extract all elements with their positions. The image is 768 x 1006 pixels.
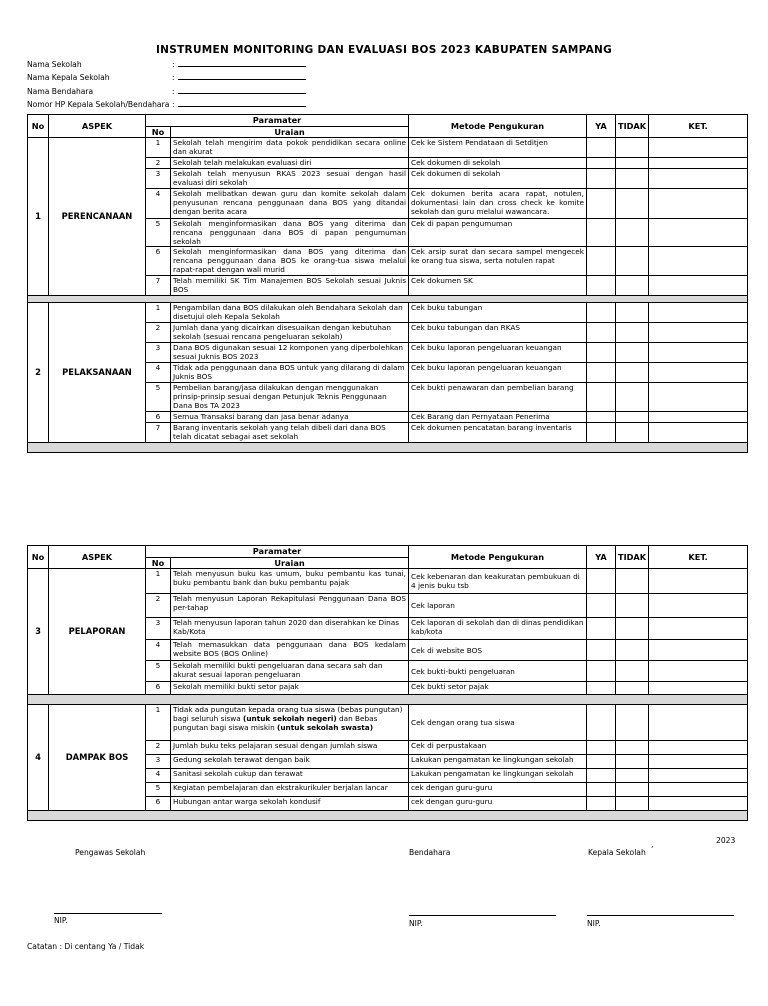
fill-line[interactable]: [178, 73, 306, 80]
check-ya[interactable]: [587, 219, 616, 247]
table-row: 2 Jumlah dana yang dicairkan disesuaikan dengan kebutuhan sekolah (sesuai rencana pengeluaran sekolah) Cek buku tabungan dan RKAS: [28, 323, 748, 343]
check-tidak[interactable]: [616, 303, 649, 323]
fill-line[interactable]: [178, 60, 306, 67]
section-separator: [28, 695, 748, 705]
check-tidak[interactable]: [616, 618, 649, 640]
section-aspect: DAMPAK BOS: [49, 705, 146, 811]
table-row: 6 Semua Transaksi barang dan jasa benar adanya Cek Barang dan Pernyataan Penerima: [28, 412, 748, 423]
signature-pengawas-label: Pengawas Sekolah: [75, 848, 146, 857]
ket-cell[interactable]: [649, 661, 748, 682]
ket-cell[interactable]: [649, 569, 748, 594]
ket-cell[interactable]: [649, 594, 748, 618]
ket-cell[interactable]: [649, 705, 748, 741]
check-ya[interactable]: [587, 783, 616, 797]
ket-cell[interactable]: [649, 682, 748, 695]
signature-bendahara-label: Bendahara: [409, 848, 451, 857]
ket-cell[interactable]: [649, 412, 748, 423]
check-ya[interactable]: [587, 383, 616, 412]
check-ya[interactable]: [587, 661, 616, 682]
check-ya[interactable]: [587, 363, 616, 383]
check-tidak[interactable]: [616, 412, 649, 423]
check-ya[interactable]: [587, 569, 616, 594]
ket-cell[interactable]: [649, 783, 748, 797]
nip-kepala: NIP.: [587, 919, 601, 928]
table-row: 2 Sekolah telah melakukan evaluasi diri Cek dokumen di sekolah: [28, 158, 748, 169]
table-row: 4 Sanitasi sekolah cukup dan terawat Lakukan pengamatan ke lingkungan sekolah: [28, 769, 748, 783]
check-tidak[interactable]: [616, 769, 649, 783]
info-nama-sekolah: Nama Sekolah :: [27, 60, 306, 69]
table-row: 1 PERENCANAAN 1 Sekolah telah mengirim data pokok pendidikan secara online dan akurat Cek ke Sistem Pendataan di Setditjen: [28, 138, 748, 158]
ket-cell[interactable]: [649, 769, 748, 783]
info-label: Nomor HP Kepala Sekolah/Bendahara: [27, 100, 170, 109]
section-number: 1: [28, 138, 49, 296]
check-ya[interactable]: [587, 303, 616, 323]
info-label: Nama Bendahara: [27, 87, 94, 96]
ket-cell[interactable]: [649, 303, 748, 323]
check-ya[interactable]: [587, 343, 616, 363]
check-ya[interactable]: [587, 138, 616, 158]
check-tidak[interactable]: [616, 705, 649, 741]
section-aspect: PERENCANAAN: [49, 138, 146, 296]
check-tidak[interactable]: [616, 755, 649, 769]
check-tidak[interactable]: [616, 682, 649, 695]
header-sub-no: No: [146, 558, 171, 569]
check-ya[interactable]: [587, 797, 616, 811]
check-tidak[interactable]: [616, 343, 649, 363]
check-tidak[interactable]: [616, 661, 649, 682]
header-paramater: Paramater: [146, 546, 409, 558]
signature-line-pengawas[interactable]: [54, 913, 162, 914]
check-tidak[interactable]: [616, 797, 649, 811]
section-separator: [28, 811, 748, 821]
document-title: INSTRUMEN MONITORING DAN EVALUASI BOS 2023 KABUPATEN SAMPANG: [155, 44, 613, 56]
check-tidak[interactable]: [616, 169, 649, 189]
table-row: 4 Sekolah melibatkan dewan guru dan komite sekolah dalam penyusunan rencana penggunaan dana BOS yang ditandai dengan berita acara Cek dokumen berita acara rapat, notulen, dokumentasi lain dan cross check ke komite sekolah dan guru melalui wawancara.: [28, 189, 748, 219]
check-tidak[interactable]: [616, 569, 649, 594]
ket-cell[interactable]: [649, 169, 748, 189]
header-sub-no: No: [146, 127, 171, 138]
ket-cell[interactable]: [649, 189, 748, 219]
check-tidak[interactable]: [616, 423, 649, 443]
table-row: 7 Telah memiliki SK Tim Manajemen BOS Sekolah sesuai Juknis BOS Cek dokumen SK: [28, 276, 748, 296]
check-ya[interactable]: [587, 247, 616, 276]
header-no: No: [28, 546, 49, 569]
check-tidak[interactable]: [616, 640, 649, 661]
check-ya[interactable]: [587, 618, 616, 640]
table-row: 3 Dana BOS digunakan sesuai 12 komponen yang diperbolehkan sesuai Juknis BOS 2023 Cek buku laporan pengeluaran keuangan: [28, 343, 748, 363]
check-ya[interactable]: [587, 189, 616, 219]
check-tidak[interactable]: [616, 247, 649, 276]
check-tidak[interactable]: [616, 783, 649, 797]
header-paramater: Paramater: [146, 115, 409, 127]
check-tidak[interactable]: [616, 219, 649, 247]
check-tidak[interactable]: [616, 363, 649, 383]
ket-cell[interactable]: [649, 158, 748, 169]
info-nomor-hp: Nomor HP Kepala Sekolah/Bendahara :: [27, 100, 306, 109]
check-ya[interactable]: [587, 682, 616, 695]
signature-line-bendahara[interactable]: [409, 915, 556, 916]
check-tidak[interactable]: [616, 323, 649, 343]
info-nama-bendahara: Nama Bendahara :: [27, 87, 306, 96]
table-row: 2 PELAKSANAAN 1 Pengambilan dana BOS dilakukan oleh Bendahara Sekolah dan disetujui oleh Kepala Sekolah Cek buku tabungan: [28, 303, 748, 323]
table-row: 6 Sekolah menginformasikan dana BOS yang diterima dan rencana penggunaan dana BOS ke orang-tua siswa melalui rapat-rapat dengan wali murid Cek arsip surat dan secara sampel mengecek ke orang tua siswa, serta notulen rapat: [28, 247, 748, 276]
check-ya[interactable]: [587, 423, 616, 443]
check-ya[interactable]: [587, 276, 616, 296]
ket-cell[interactable]: [649, 797, 748, 811]
header-metode: Metode Pengukuran: [409, 115, 587, 138]
check-tidak[interactable]: [616, 383, 649, 412]
uraian-dampak-1: Tidak ada pungutan kepada orang tua siswa (bebas pungutan) bagi seluruh siswa (untuk sekolah negeri) dan Bebas pungutan bagi siswa miskin (untuk sekolah swasta): [171, 705, 409, 741]
ket-cell[interactable]: [649, 741, 748, 755]
check-tidak[interactable]: [616, 189, 649, 219]
check-ya[interactable]: [587, 412, 616, 423]
check-tidak[interactable]: [616, 276, 649, 296]
info-label: Nama Sekolah: [27, 60, 82, 69]
header-uraian: Uraian: [171, 558, 409, 569]
ket-cell[interactable]: [649, 343, 748, 363]
ket-cell[interactable]: [649, 247, 748, 276]
check-ya[interactable]: [587, 705, 616, 741]
section-number: 3: [28, 569, 49, 695]
header-uraian: Uraian: [171, 127, 409, 138]
ket-cell[interactable]: [649, 363, 748, 383]
header-ket: KET.: [649, 546, 748, 569]
check-ya[interactable]: [587, 594, 616, 618]
check-ya[interactable]: [587, 741, 616, 755]
header-tidak: TIDAK: [616, 546, 649, 569]
check-tidak[interactable]: [616, 594, 649, 618]
header-no: No: [28, 115, 49, 138]
check-tidak[interactable]: [616, 741, 649, 755]
table-row: 5 Sekolah memiliki bukti pengeluaran dana secara sah dan akurat sesuai laporan pengeluaran Cek bukti-bukti pengeluaran: [28, 661, 748, 682]
table-row: 2 Telah menyusun Laporan Rekapitulasi Penggunaan Dana BOS per-tahap Cek laporan: [28, 594, 748, 618]
check-tidak[interactable]: [616, 158, 649, 169]
table-row: 7 Barang inventaris sekolah yang telah dibeli dari dana BOS telah dicatat sebagai aset sekolah Cek dokumen pencatatan barang inventaris: [28, 423, 748, 443]
table-row: 4 DAMPAK BOS 1 Tidak ada pungutan kepada orang tua siswa (bebas pungutan) bagi seluruh siswa (untuk sekolah negeri) dan Bebas pungutan bagi siswa miskin (untuk sekolah swasta) Cek dengan orang tua siswa: [28, 705, 748, 741]
fill-line[interactable]: [178, 100, 306, 107]
table-row: 3 Sekolah telah menyusun RKAS 2023 sesuai dengan hasil evaluasi diri sekolah Cek dokumen di sekolah: [28, 169, 748, 189]
header-ya: YA: [587, 115, 616, 138]
info-nama-kepala-sekolah: Nama Kepala Sekolah :: [27, 73, 306, 82]
date-comma: ,: [651, 840, 654, 849]
ket-cell[interactable]: [649, 138, 748, 158]
table-row: 3 PELAPORAN 1 Telah menyusun buku kas umum, buku pembantu kas tunai, buku pembantu bank dan buku pembantu pajak Cek kebenaran dan keakuratan pembukuan di 4 jenis buku tsb: [28, 569, 748, 594]
ket-cell[interactable]: [649, 276, 748, 296]
header-ket: KET.: [649, 115, 748, 138]
header-aspek: ASPEK: [49, 115, 146, 138]
fill-line[interactable]: [178, 87, 306, 94]
signature-line-kepala[interactable]: [587, 915, 734, 916]
check-ya[interactable]: [587, 169, 616, 189]
header-tidak: TIDAK: [616, 115, 649, 138]
ket-cell[interactable]: [649, 618, 748, 640]
nip-bendahara: NIP.: [409, 919, 423, 928]
check-ya[interactable]: [587, 769, 616, 783]
ket-cell[interactable]: [649, 640, 748, 661]
section-number: 4: [28, 705, 49, 811]
check-ya[interactable]: [587, 755, 616, 769]
section-aspect: PELAPORAN: [49, 569, 146, 695]
check-tidak[interactable]: [616, 138, 649, 158]
ket-cell[interactable]: [649, 423, 748, 443]
table-row: 5 Kegiatan pembelajaran dan ekstrakurikuler berjalan lancar cek dengan guru-guru: [28, 783, 748, 797]
monitoring-table-2: [27, 545, 748, 821]
table-row: 6 Sekolah memiliki bukti setor pajak Cek bukti setor pajak: [28, 682, 748, 695]
table-row: 5 Pembelian barang/jasa dilakukan dengan menggunakan prinsip-prinsip sesuai dengan Petunjuk Teknis Penggunaan Dana Bos TA 2023 Cek bukti penawaran dan pembelian barang: [28, 383, 748, 412]
header-ya: YA: [587, 546, 616, 569]
nip-pengawas: NIP.: [54, 916, 68, 925]
signature-kepala-label: Kepala Sekolah: [588, 848, 646, 857]
check-ya[interactable]: [587, 323, 616, 343]
table-row: 6 Hubungan antar warga sekolah kondusif cek dengan guru-guru: [28, 797, 748, 811]
section-number: 2: [28, 303, 49, 443]
catatan-note: Catatan : Di centang Ya / Tidak: [27, 942, 145, 951]
table-row: 2 Jumlah buku teks pelajaran sesuai dengan jumlah siswa Cek di perpustakaan: [28, 741, 748, 755]
ket-cell[interactable]: [649, 219, 748, 247]
section-separator: [28, 443, 748, 453]
check-ya[interactable]: [587, 640, 616, 661]
table-row: 3 Gedung sekolah terawat dengan baik Lakukan pengamatan ke lingkungan sekolah: [28, 755, 748, 769]
monitoring-table-1: [27, 114, 748, 453]
section-separator: [28, 296, 748, 303]
ket-cell[interactable]: [649, 383, 748, 412]
header-aspek: ASPEK: [49, 546, 146, 569]
ket-cell[interactable]: [649, 323, 748, 343]
section-aspect: PELAKSANAAN: [49, 303, 146, 443]
info-label: Nama Kepala Sekolah: [27, 73, 110, 82]
table-row: 3 Telah menyusun laporan tahun 2020 dan diserahkan ke Dinas Kab/Kota Cek laporan di sekolah dan di dinas pendidikan kab/kota: [28, 618, 748, 640]
check-ya[interactable]: [587, 158, 616, 169]
header-metode: Metode Pengukuran: [409, 546, 587, 569]
ket-cell[interactable]: [649, 755, 748, 769]
date-year: 2023: [716, 836, 736, 845]
table-row: 4 Telah memasukkan data penggunaan dana BOS kedalam website BOS (BOS Online) Cek di website BOS: [28, 640, 748, 661]
table-row: 4 Tidak ada penggunaan dana BOS untuk yang dilarang di dalam Juknis BOS Cek buku laporan pengeluaran keuangan: [28, 363, 748, 383]
table-row: 5 Sekolah menginformasikan dana BOS yang diterima dan rencana penggunaan dana BOS di papan pengumuman sekolah Cek di papan pengumuman: [28, 219, 748, 247]
